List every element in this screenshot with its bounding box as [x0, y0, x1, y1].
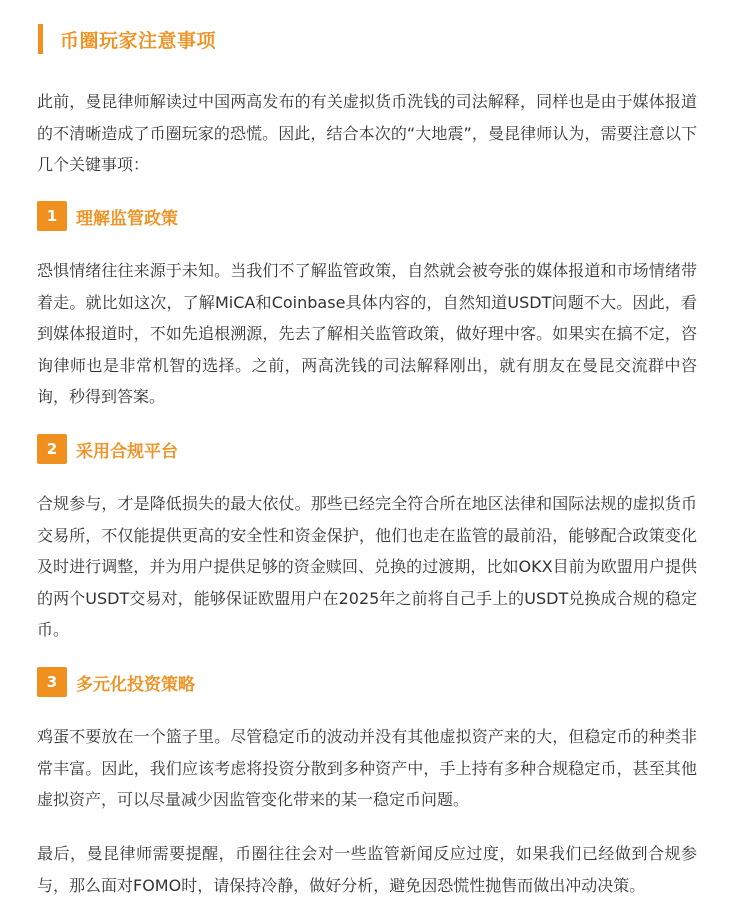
- heading-text: 币圈玩家注意事项: [60, 29, 217, 52]
- section-body-3: 鸡蛋不要放在一个篮子里。尽管稳定币的波动并没有其他虚拟资产来的大，但稳定币的种类非常丰富。因此，我们应该考虑将投资分散到多种资产中，手上持有多种合规稳定币，甚至其他虚拟资产，可以尽量减少因监管变化带来的某一稳定币问题。: [37, 727, 697, 809]
- section-heading-2: [37, 434, 178, 464]
- section-number-badge: 3: [37, 667, 67, 697]
- closing-paragraph: 最后，曼昆律师需要提醒，币圈往往会对一些监管新闻反应过度，如果我们已经做到合规参与，那么面对FOMO时，请保持冷静，做好分析，避免因恐慌性抛售而做出冲动决策。: [37, 844, 697, 895]
- section-body-2: 合规参与，才是降低损失的最大依仗。那些已经完全符合所在地区法律和国际法规的虚拟货币交易所，不仅能提供更高的安全性和资金保护，他们也走在监管的最前沿，能够配合政策变化及时进行调整，并为用户提供足够的资金赎回、兑换的过渡期，比如OKX目前为欧盟用户提供的两个USDT交易对，能够保证欧盟用户在2025年之前将自己手上的USDT兑换成合规的稳定币。: [37, 494, 697, 639]
- section-heading-1: [37, 201, 178, 231]
- article-heading: [38, 24, 216, 54]
- section-body-1: 恐惧情绪往往来源于未知。当我们不了解监管政策，自然就会被夸张的媒体报道和市场情绪带着走。就比如这次，了解MiCA和Coinbase具体内容的，自然知道USDT问题不大。因此，看到媒体报道时，不如先追根溯源，先去了解相关监管政策，做好理中客。如果实在搞不定，咨询律师也是非常机智的选择。之前，两高洗钱的司法解释刚出，就有朋友在曼昆交流群中咨询，秒得到答案。: [37, 261, 697, 406]
- section-title: 采用合规平台: [76, 441, 178, 462]
- section-title: 多元化投资策略: [76, 674, 195, 695]
- intro-paragraph: 此前，曼昆律师解读过中国两高发布的有关虚拟货币洗钱的司法解释，同样也是由于媒体报道的不清晰造成了币圈玩家的恐慌。因此，结合本次的“大地震”，曼昆律师认为，需要注意以下几个关键事项：: [37, 92, 697, 174]
- section-title: 理解监管政策: [76, 208, 178, 229]
- section-number-badge: 2: [37, 434, 67, 464]
- section-heading-3: [37, 667, 195, 697]
- heading-accent-bar: [38, 24, 43, 54]
- section-number-badge: 1: [37, 201, 67, 231]
